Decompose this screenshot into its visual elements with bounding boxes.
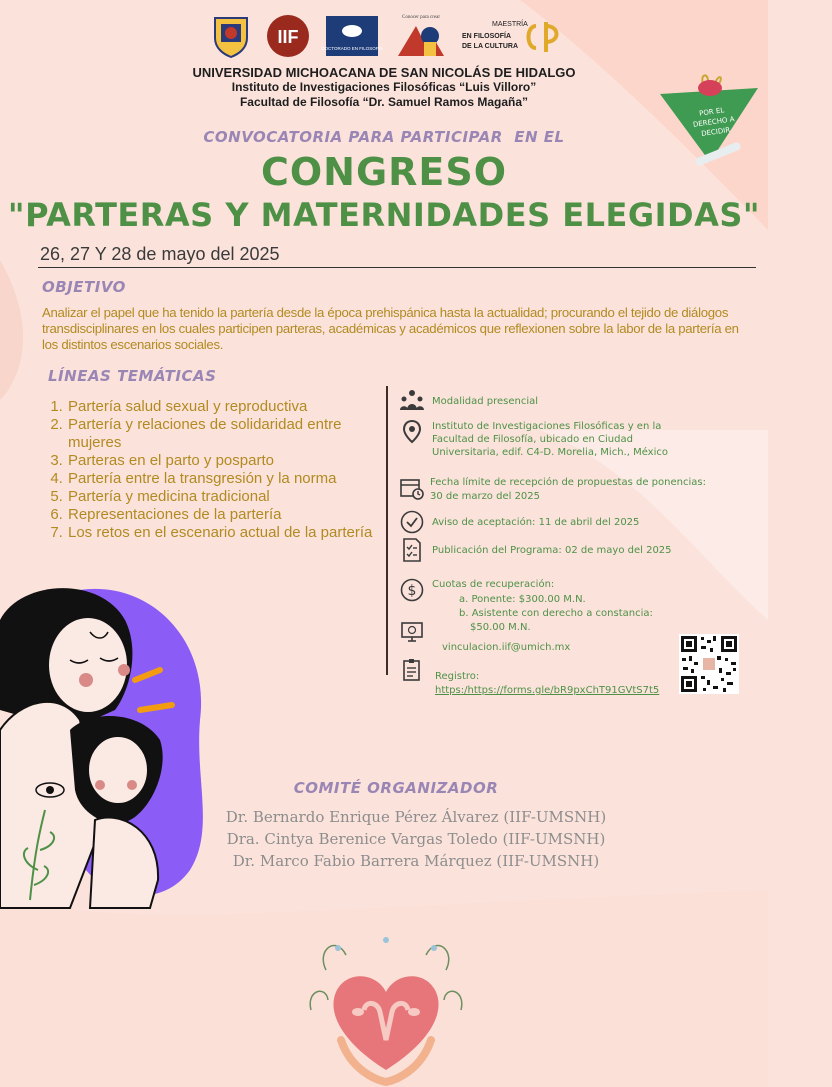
info-publicacion bbox=[400, 538, 720, 566]
info-registro bbox=[400, 658, 720, 698]
fecha-limite-line1: Fecha límite de recepción de propuestas de ponencias: bbox=[430, 477, 706, 488]
comite-heading: COMITÉ ORGANIZADOR bbox=[293, 779, 499, 797]
maestria-line2: EN FILOSOFÍA bbox=[462, 33, 511, 40]
computer-email-icon bbox=[400, 621, 424, 645]
maestria-line1: MAESTRÍA bbox=[492, 21, 528, 28]
cuota-asistente-line1: b. Asistente con derecho a constancia: bbox=[459, 608, 653, 619]
heart-uterus-illustration bbox=[306, 930, 466, 1087]
institute-name: Instituto de Investigaciones Filosóficas “Luis Villoro” bbox=[231, 80, 537, 94]
faculty-name: Facultad de Filosofía “Dr. Samuel Ramos Magaña” bbox=[239, 95, 529, 109]
congress-dates: 26, 27 Y 28 de mayo del 2025 bbox=[40, 244, 280, 264]
list-item: 2. Partería y relaciones de solidaridad entre mujeres bbox=[67, 416, 382, 452]
info-sede bbox=[400, 420, 720, 462]
lineas-list bbox=[50, 398, 382, 542]
calendar-clock-icon bbox=[400, 476, 424, 500]
doctorado-logo-text: DOCTORADO EN FILOSOFÍA bbox=[321, 46, 383, 51]
badge-line1: POR EL bbox=[698, 106, 725, 118]
svg-text:$: $ bbox=[407, 583, 417, 599]
list-item: 5. Partería y medicina tradicional bbox=[67, 488, 382, 506]
vertical-divider bbox=[386, 386, 388, 675]
university-shield-icon bbox=[210, 14, 252, 58]
comite-block bbox=[0, 779, 768, 798]
lineas-heading: LÍNEAS TEMÁTICAS bbox=[48, 367, 217, 385]
congress-title: CONGRESO bbox=[260, 150, 508, 194]
modalidad-text: Modalidad presencial bbox=[432, 396, 539, 407]
doctorado-logo bbox=[321, 14, 383, 58]
list-item: 3. Parteras en el parto y posparto bbox=[67, 452, 382, 470]
iif-logo-text: IIF bbox=[277, 27, 299, 47]
member-name: Dra. Cintya Berenice Vargas Toledo (IIF-UMSNH) bbox=[226, 830, 606, 848]
objetivo-heading: OBJETIVO bbox=[42, 278, 126, 296]
info-aviso bbox=[400, 510, 720, 536]
institution-block bbox=[0, 65, 768, 110]
comite-members bbox=[0, 806, 832, 872]
email-link[interactable]: vinculacion.iif@umich.mx bbox=[442, 642, 571, 653]
sede-text: Instituto de Investigaciones Filosóficas y en la Facultad de Filosofía, ubicado en Ciudad Universitaria, edif. C4-D. Morelia, Mich., México bbox=[432, 421, 668, 458]
cuotas-title: Cuotas de recuperación: bbox=[432, 579, 555, 590]
cuota-ponente: a. Ponente: $300.00 M.N. bbox=[459, 594, 586, 605]
member-name: Dr. Bernardo Enrique Pérez Álvarez (IIF-UMSNH) bbox=[225, 808, 607, 826]
document-check-icon bbox=[400, 538, 424, 562]
member-name: Dr. Marco Fabio Barrera Márquez (IIF-UMSNH) bbox=[232, 852, 600, 870]
people-icon bbox=[400, 388, 424, 412]
qr-code[interactable] bbox=[679, 634, 739, 694]
conocer-logo bbox=[394, 14, 448, 58]
iif-logo bbox=[266, 14, 310, 58]
university-name: UNIVERSIDAD MICHOACANA DE SAN NICOLÁS DE HIDALGO bbox=[192, 65, 576, 80]
list-item: 6. Representaciones de la partería bbox=[67, 506, 382, 524]
list-item: 1. Partería salud sexual y reproductiva bbox=[67, 398, 382, 416]
info-email bbox=[400, 621, 720, 651]
maestria-logo bbox=[462, 14, 570, 58]
money-icon bbox=[400, 578, 424, 602]
logos-row bbox=[0, 14, 768, 62]
location-pin-icon bbox=[400, 420, 424, 444]
maestria-line3: DE LA CULTURA bbox=[462, 43, 518, 50]
publicacion-text: Publicación del Programa: 02 de mayo del 2025 bbox=[432, 545, 672, 556]
conocer-logo-text: Conocer para crear bbox=[401, 15, 441, 20]
divider bbox=[38, 267, 756, 268]
registro-label: Registro: bbox=[435, 671, 480, 682]
fecha-limite-line2: 30 de marzo del 2025 bbox=[430, 491, 541, 502]
convocatoria-heading: CONVOCATORIA PARA PARTICIPAR EN EL bbox=[203, 128, 565, 146]
objetivo-text: Analizar el papel que ha tenido la partería desde la época prehispánica hasta la actualidad; procurando el tejido de diálogos transdisciplinares en los cuales participen parteras, académicas y académicos que reflexionen sobre la labor de la partería en los distintos escenarios sociales. bbox=[42, 305, 739, 352]
badge-line3: DECIDIR bbox=[700, 126, 731, 139]
registro-link[interactable]: https:/https://forms.gle/bR9pxChT91GVtS7t5 bbox=[435, 685, 660, 696]
congress-name: "PARTERAS Y MATERNIDADES ELEGIDAS" bbox=[7, 196, 761, 234]
form-icon bbox=[400, 658, 424, 682]
checkmark-icon bbox=[400, 510, 424, 534]
badge-line2: DERECHO A bbox=[692, 115, 735, 129]
cuota-asistente-line2: $50.00 M.N. bbox=[470, 622, 531, 633]
list-item: 4. Partería entre la transgresión y la norma bbox=[67, 470, 382, 488]
list-item: 7. Los retos en el escenario actual de la partería bbox=[67, 524, 382, 542]
info-modalidad bbox=[400, 388, 720, 416]
aviso-text: Aviso de aceptación: 11 de abril del 2025 bbox=[432, 517, 640, 528]
info-fecha-limite bbox=[400, 476, 720, 504]
